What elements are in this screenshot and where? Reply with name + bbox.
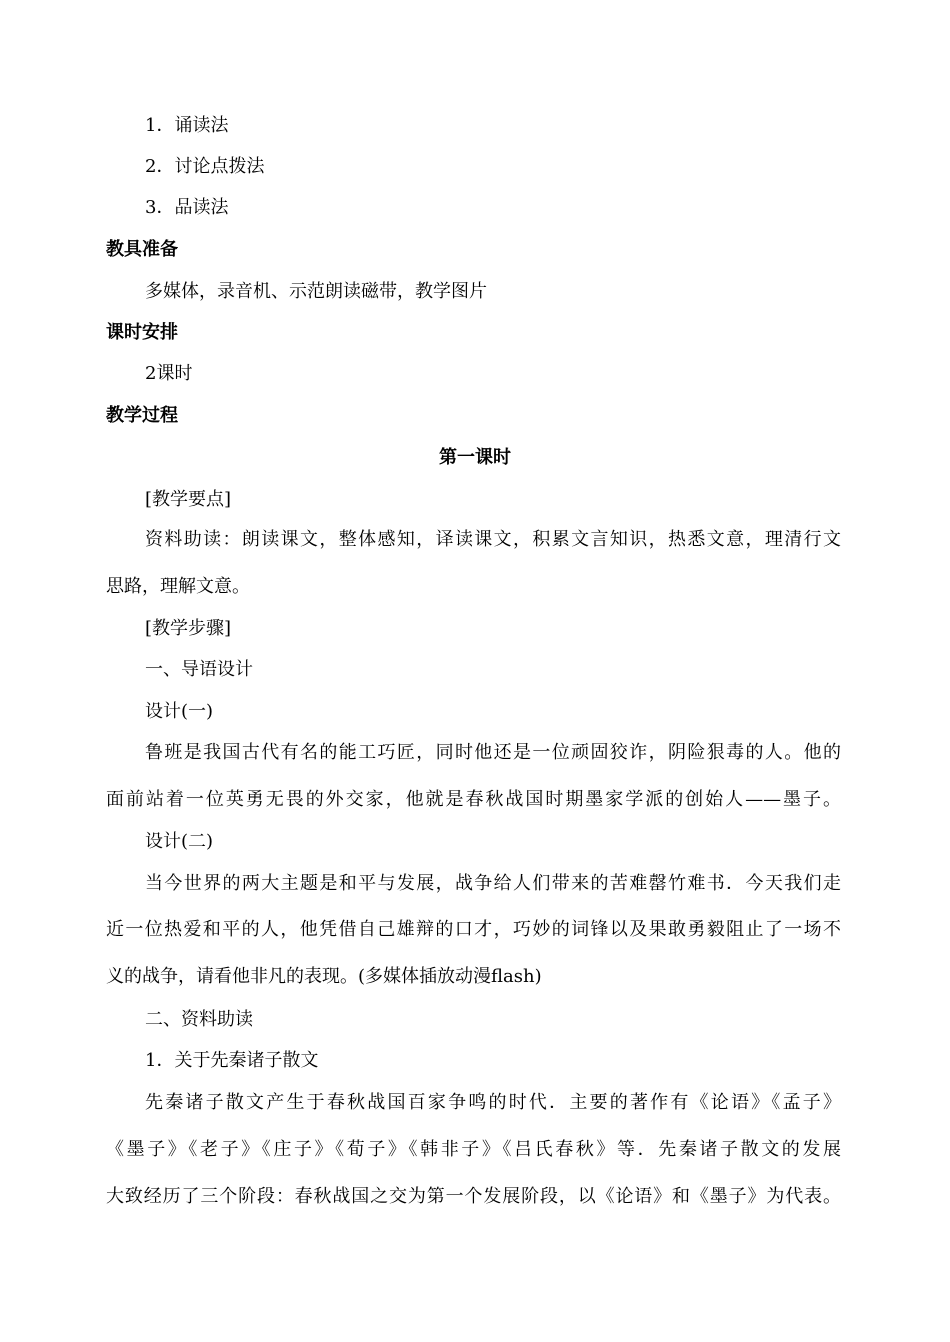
section-1-title: 一、导语设计 <box>145 659 253 680</box>
method-item-1: 1．诵读法 <box>145 115 229 136</box>
key-points-line-1: 资料助读：朗读课文，整体感知，译读课文，积累文言知识，热悉文意，理清行文 <box>145 529 841 550</box>
method-item-3: 3．品读法 <box>145 197 229 218</box>
method-item-2: 2．讨论点拨法 <box>145 156 265 177</box>
tools-heading: 教具准备 <box>106 239 178 260</box>
sub-1-line-3: 大致经历了三个阶段：春秋战国之交为第一个发展阶段，以《论语》和《墨子》为代表。 <box>106 1186 841 1207</box>
design-2-line-3: 义的战争，请看他非凡的表现。(多媒体插放动漫flash) <box>106 966 542 987</box>
design-1-line-1: 鲁班是我国古代有名的能工巧匠，同时他还是一位顽固狡诈，阴险狠毒的人。他的 <box>145 742 841 763</box>
tools-content: 多媒体，录音机、示范朗读磁带，教学图片 <box>145 281 487 302</box>
sub-1-line-1: 先秦诸子散文产生于春秋战国百家争鸣的时代．主要的著作有《论语》《孟子》 <box>145 1092 841 1113</box>
key-points-label: [教学要点] <box>145 489 232 510</box>
steps-label: [教学步骤] <box>145 618 232 639</box>
schedule-heading: 课时安排 <box>106 322 178 343</box>
design-2-label: 设计(二) <box>145 831 214 852</box>
lesson-title: 第一课时 <box>439 447 511 468</box>
sub-1-line-2: 《墨子》《老子》《庄子》《荀子》《韩非子》《吕氏春秋》等．先秦诸子散文的发展 <box>106 1139 841 1160</box>
design-1-line-2: 面前站着一位英勇无畏的外交家，他就是春秋战国时期墨家学派的创始人——墨子。 <box>106 789 841 810</box>
design-2-line-2: 近一位热爱和平的人，他凭借自己雄辩的口才，巧妙的词锋以及果敢勇毅阻止了一场不 <box>106 919 841 940</box>
sub-1-title: 1．关于先秦诸子散文 <box>145 1050 319 1071</box>
design-2-line-1: 当今世界的两大主题是和平与发展，战争给人们带来的苦难罄竹难书．今天我们走 <box>145 873 841 894</box>
section-2-title: 二、资料助读 <box>145 1009 253 1030</box>
design-1-label: 设计(一) <box>145 701 214 722</box>
process-heading: 教学过程 <box>106 405 178 426</box>
schedule-content: 2课时 <box>145 363 193 384</box>
key-points-line-2: 思路，理解文意。 <box>106 576 250 597</box>
